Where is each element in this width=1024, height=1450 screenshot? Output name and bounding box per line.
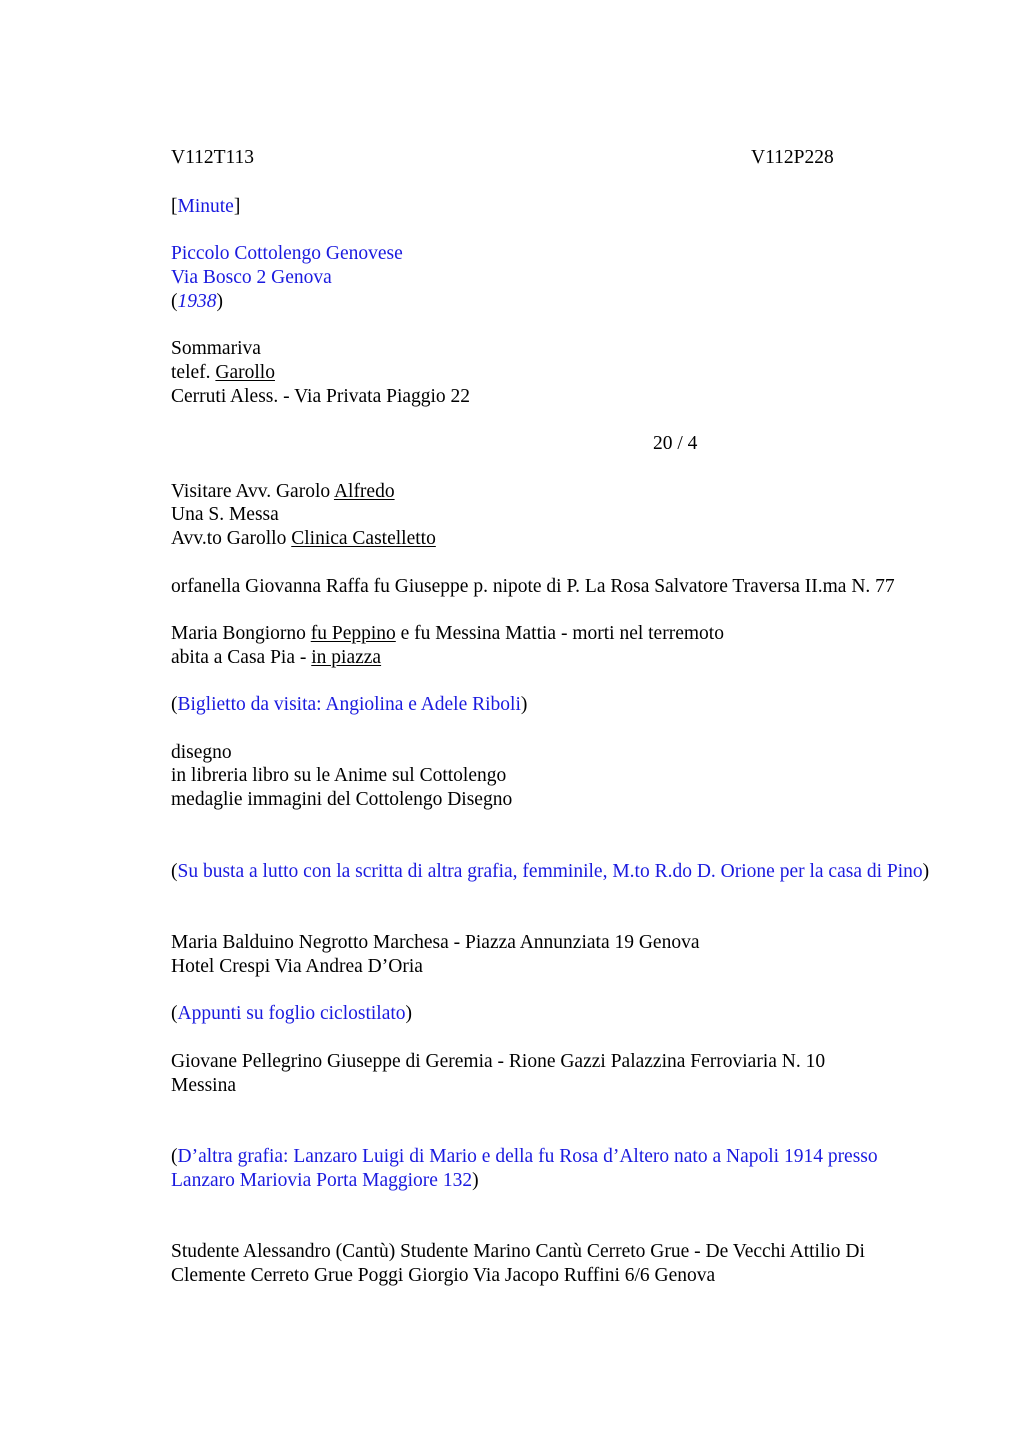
visit-clinica: Avv.to Garollo Clinica Castelletto <box>171 528 436 549</box>
header-right-code: V112P228 <box>751 147 834 168</box>
address-balduino: Maria Balduino Negrotto Marchesa - Piazza Annunziata 19 Genova <box>171 932 700 953</box>
drawing-book: in libreria libro su le Anime sul Cottolengo <box>171 765 507 786</box>
date-label: 20 / 4 <box>653 433 698 454</box>
letterhead-address: Via Bosco 2 Genova <box>171 267 332 288</box>
orphan-casa-pia: abita a Casa Pia - in piazza <box>171 647 382 668</box>
contact-cerruti: Cerruti Aless. - Via Privata Piaggio 22 <box>171 386 471 407</box>
letterhead-year: (1938) <box>171 291 223 312</box>
pellegrino-entry: Giovane Pellegrino Giuseppe di Geremia - Rione Gazzi Palazzina Ferroviaria N. 10 Messina <box>171 1051 826 1096</box>
letterhead-name: Piccolo Cottolengo Genovese <box>171 243 403 264</box>
orphan-raffa: orfanella Giovanna Raffa fu Giuseppe p. nipote di P. La Rosa Salvatore Traversa II.ma N. 77 <box>171 576 895 597</box>
header-left-code: V112T113 <box>171 147 255 168</box>
students-entry: Studente Alessandro (Cantù) Studente Marino Cantù Cerreto Grue - De Vecchi Attilio Di Clemente Cerreto Grue Poggi Giorgio Via Jacopo Ruffini 6/6 Genova <box>171 1241 865 1286</box>
orphan-bongiorno: Maria Bongiorno fu Peppino e fu Messina Mattia - morti nel terremoto <box>171 623 724 644</box>
card-note: (Biglietto da visita: Angiolina e Adele Riboli) <box>171 694 528 715</box>
other-hand-note: (D’altra grafia: Lanzaro Luigi di Mario e della fu Rosa d’Altero nato a Napoli 1914 presso Lanzaro Mariovia Porta Maggiore 132) <box>171 1146 878 1191</box>
drawing-label: disegno <box>171 742 232 763</box>
visit-messa: Una S. Messa <box>171 504 279 525</box>
sheet-note: (Appunti su foglio ciclostilato) <box>171 1003 413 1024</box>
minute-label: [Minute] <box>171 196 241 217</box>
drawing-medals: medaglie immagini del Cottolengo Disegno <box>171 789 513 810</box>
contact-sommariva: Sommariva <box>171 338 261 359</box>
envelope-note: (Su busta a lutto con la scritta di altra grafia, femminile, M.to R.do D. Orione per la casa di Pino) <box>171 861 930 882</box>
visit-garolo: Visitare Avv. Garolo Alfredo <box>171 481 395 502</box>
address-hotel-crespi: Hotel Crespi Via Andrea D’Oria <box>171 956 423 977</box>
contact-telefono: telef. Garollo <box>171 362 275 383</box>
